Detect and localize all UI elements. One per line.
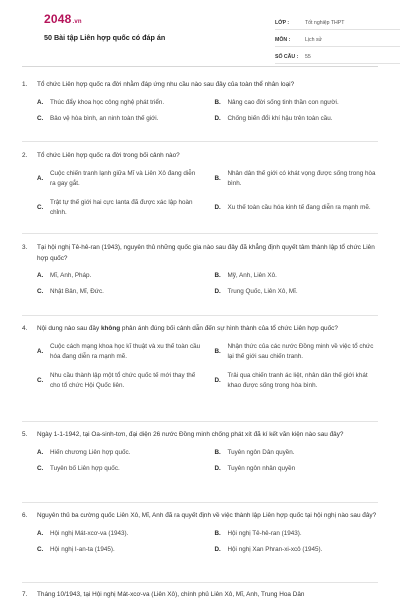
- question-number: 3.: [22, 244, 28, 251]
- answer-option-c[interactable]: [37, 371, 201, 391]
- option-letter: C.: [37, 376, 44, 384]
- question-7: [22, 590, 378, 600]
- option-letter: B.: [214, 98, 221, 106]
- option-text: Thúc đẩy khoa học công nghệ phát triển.: [50, 98, 165, 106]
- answer-option-a[interactable]: [37, 169, 201, 189]
- option-letter: C.: [37, 203, 44, 211]
- option-text: Bảo vệ hòa bình, an ninh toàn thế giới.: [50, 114, 159, 122]
- option-letter: D.: [214, 288, 221, 295]
- option-letter: A.: [37, 529, 44, 537]
- question-number: 1.: [22, 81, 28, 88]
- answer-option-b[interactable]: [215, 448, 379, 458]
- answer-option-b[interactable]: [215, 529, 379, 539]
- answer-options: [37, 271, 378, 297]
- question-6: [22, 511, 378, 555]
- question-number: 4.: [22, 325, 28, 332]
- question-5: [22, 430, 378, 474]
- meta-row-subject: [275, 33, 400, 47]
- option-letter: A.: [37, 174, 44, 182]
- question-text-emphasis: không: [100, 325, 121, 332]
- answer-option-a[interactable]: [37, 448, 201, 458]
- question-stem: [22, 590, 378, 600]
- question-text: Tổ chức Liên hợp quốc ra đời nhằm đáp ứng nhu cầu nào sau đây của toàn thể nhân loại?: [37, 81, 295, 88]
- option-text: Tuyên bố Liên hợp quốc.: [50, 464, 120, 472]
- option-text: Tuyên ngôn Dân quyền.: [227, 448, 295, 456]
- option-letter: A.: [37, 448, 44, 456]
- question-text: Tháng 10/1943, tại Hội nghị Mát-xcơ-va (Liên Xô), chính phủ Liên Xô, Mĩ, Anh, Trung Hoa Dân: [37, 591, 305, 598]
- option-text: Nhu cầu thành lập một tổ chức quốc tế mới thay thế cho tổ chức Hội Quốc liên.: [50, 371, 196, 389]
- question-stem: [22, 511, 378, 522]
- question-divider: [22, 421, 378, 422]
- option-letter: A.: [37, 98, 44, 106]
- option-letter: B.: [214, 347, 221, 355]
- option-letter: D.: [214, 376, 221, 384]
- option-letter: C.: [37, 288, 44, 295]
- meta-row-class: [275, 16, 400, 30]
- question-3: [22, 243, 378, 297]
- meta-value: Lịch sử: [305, 36, 323, 43]
- question-stem: [22, 243, 378, 264]
- answer-option-a[interactable]: [37, 271, 201, 281]
- option-text: Hội nghị Mát-xcơ-va (1943).: [50, 529, 129, 537]
- logo-suffix: .vn: [72, 19, 82, 25]
- option-text: Cuộc cách mạng khoa học kĩ thuật và xu thế toàn cầu hóa đang diễn ra mạnh mẽ.: [50, 342, 201, 360]
- meta-row-count: [275, 50, 400, 64]
- option-letter: A.: [37, 347, 44, 355]
- meta-label: MÔN :: [275, 36, 291, 43]
- answer-option-a[interactable]: [37, 529, 201, 539]
- option-letter: D.: [214, 464, 221, 472]
- option-text: Hội nghị I-an-ta (1945).: [50, 545, 115, 553]
- option-text: Nhật Bản, Mĩ, Đức.: [50, 288, 104, 295]
- question-1: [22, 80, 378, 124]
- option-text: Chống biến đổi khí hậu trên toàn cầu.: [227, 114, 333, 122]
- logo-text: 2048: [44, 12, 72, 26]
- question-text: Tổ chức Liên hợp quốc ra đời trong bối cảnh nào?: [37, 152, 180, 159]
- option-text: Mĩ, Anh, Pháp.: [50, 272, 92, 279]
- question-divider: [22, 582, 378, 583]
- question-divider: [22, 141, 378, 142]
- meta-label: SỐ CÂU :: [275, 53, 299, 60]
- answer-option-d[interactable]: [215, 114, 379, 124]
- option-text: Cuộc chiến tranh lạnh giữa Mĩ và Liên Xô đang diễn ra gay gắt.: [50, 169, 196, 187]
- document-meta: [275, 16, 400, 67]
- question-4: [22, 324, 378, 391]
- header-divider: [22, 66, 378, 67]
- option-text: Trải qua chiến tranh ác liệt, nhân dân thế giới khát khao được sống trong hòa bình.: [227, 371, 368, 389]
- answer-options: [37, 342, 378, 391]
- question-divider: [22, 315, 378, 316]
- answer-option-c[interactable]: [37, 114, 201, 124]
- answer-option-d[interactable]: [215, 464, 379, 474]
- question-text-part: Nội dung nào sau đây: [37, 325, 101, 332]
- question-2: [22, 151, 378, 218]
- answer-option-c[interactable]: [37, 464, 201, 474]
- answer-option-c[interactable]: [37, 198, 201, 218]
- answer-options: [37, 98, 378, 124]
- document-header: [22, 0, 378, 70]
- option-letter: B.: [214, 448, 221, 456]
- question-text-part: phản ánh đúng bối cảnh dẫn đến sự hình thành của tổ chức Liên hợp quốc?: [120, 325, 338, 332]
- answer-option-d[interactable]: [215, 545, 379, 555]
- option-text: Xu thế toàn cầu hóa kinh tế đang diễn ra mạnh mẽ.: [227, 203, 371, 211]
- answer-option-c[interactable]: [37, 287, 201, 297]
- option-letter: C.: [37, 545, 44, 553]
- answer-option-b[interactable]: [215, 342, 379, 362]
- question-number: 6.: [22, 512, 28, 519]
- question-number: 7.: [22, 591, 28, 598]
- option-letter: A.: [37, 272, 44, 279]
- answer-option-d[interactable]: [215, 287, 379, 297]
- option-text: Nâng cao đời sống tinh thần con người.: [227, 98, 339, 106]
- meta-value: Tốt nghiệp THPT: [305, 19, 345, 26]
- answer-option-c[interactable]: [37, 545, 201, 555]
- option-letter: D.: [214, 114, 221, 122]
- meta-label: LỚP :: [275, 19, 290, 26]
- option-letter: C.: [37, 464, 44, 472]
- question-number: 2.: [22, 152, 28, 159]
- option-letter: C.: [37, 114, 44, 122]
- option-letter: B.: [214, 529, 221, 537]
- option-text: Tuyên ngôn nhân quyền: [227, 464, 296, 472]
- option-text: Hội nghị Xan Phran-xi-xcô (1945).: [227, 545, 323, 553]
- question-text: [37, 324, 378, 335]
- option-text: Hội nghị Tê-hê-ran (1943).: [227, 529, 302, 537]
- option-letter: D.: [214, 203, 221, 211]
- document-title: 50 Bài tập Liên hợp quốc có đáp án: [44, 33, 166, 42]
- question-stem: [22, 80, 378, 91]
- option-text: Trung Quốc, Liên Xô, Mĩ.: [227, 288, 298, 295]
- option-letter: D.: [214, 545, 221, 553]
- option-text: Hiến chương Liên hợp quốc.: [50, 448, 131, 456]
- answer-option-a[interactable]: [37, 342, 201, 362]
- option-text: Nhận thức của các nước Đồng minh về việc tổ chức lại thế giới sau chiến tranh.: [227, 342, 374, 360]
- question-number: 5.: [22, 431, 28, 438]
- answer-options: [37, 448, 378, 474]
- option-text: Trật tự thế giới hai cực Ianta đã được xác lập hoàn chỉnh.: [50, 198, 193, 216]
- question-text: Nguyên thủ ba cường quốc Liên Xô, Mĩ, Anh đã ra quyết định về việc thành lập Liên hợp quốc tại hội nghị nào sau đây?: [37, 512, 377, 519]
- answer-option-d[interactable]: [215, 371, 379, 391]
- meta-value: 55: [305, 53, 311, 60]
- option-letter: B.: [214, 272, 221, 279]
- answer-option-b[interactable]: [215, 169, 379, 189]
- question-stem: [22, 151, 378, 162]
- answer-option-a[interactable]: [37, 98, 201, 108]
- answer-option-b[interactable]: [215, 271, 379, 281]
- question-text: Ngày 1-1-1942, tại Oa-sinh-tơn, đại diện 26 nước Đồng minh chống phát xít đã kí kết văn kiện nào sau đây?: [37, 431, 344, 438]
- answer-option-b[interactable]: [215, 98, 379, 108]
- answer-options: [37, 529, 378, 555]
- question-stem: [22, 324, 378, 335]
- question-stem: [22, 430, 378, 441]
- question-divider: [22, 233, 378, 234]
- answer-options: [37, 169, 378, 218]
- question-text: Tại hội nghị Tê-hê-ran (1943), nguyên thủ những quốc gia nào sau đây đã khẳng định quyết tâm thành lập tổ chức Liên hợp quốc?: [37, 244, 375, 262]
- site-logo[interactable]: [44, 12, 82, 26]
- question-divider: [22, 502, 378, 503]
- option-letter: B.: [214, 174, 221, 182]
- option-text: Nhân dân thế giới có khát vọng được sống trong hòa bình.: [227, 169, 376, 187]
- answer-option-d[interactable]: [215, 198, 379, 218]
- option-text: Mỹ, Anh, Liên Xô.: [227, 272, 277, 279]
